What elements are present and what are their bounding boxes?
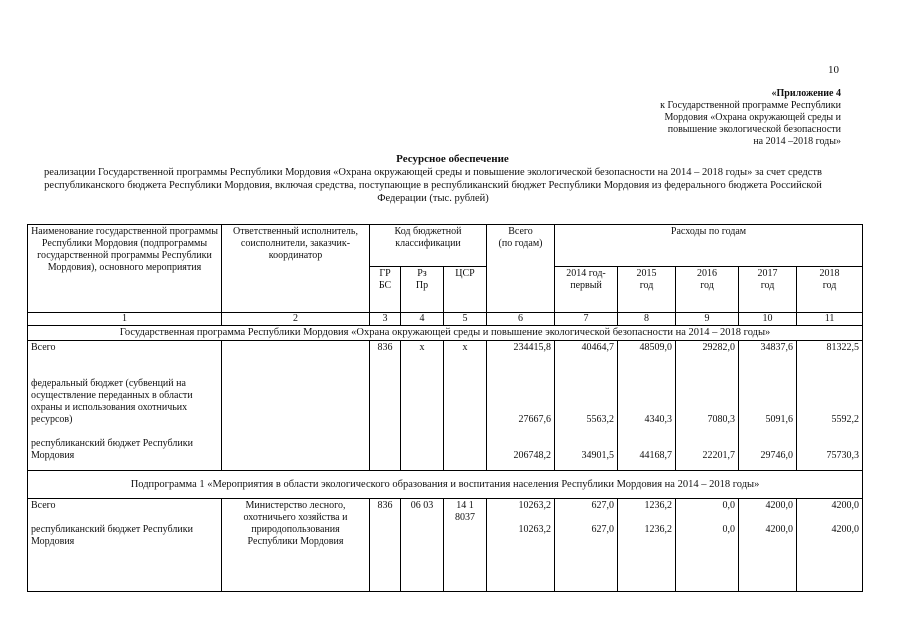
row-names: Всего федеральный бюджет (субвенций на осуществление переданных в области охраны и использования охотничьих ресурсов) республиканский бюджет Республики Мордовия — [28, 341, 222, 471]
page-number: 10 — [828, 64, 839, 76]
table-row — [28, 499, 863, 592]
header-grbs: ГР БС — [370, 267, 401, 313]
appendix-note — [591, 88, 841, 148]
header-year-2016: 2016 год — [676, 267, 739, 313]
row-2016: 0,0 0,0 — [676, 499, 739, 592]
row-total: 234415,8 27667,6 206748,2 — [487, 341, 555, 471]
row-csr: 14 1 8037 — [444, 499, 487, 592]
header-year-2015: 2015 год — [618, 267, 676, 313]
column-number: 2 — [222, 313, 370, 326]
header-csr: ЦСР — [444, 267, 487, 313]
document-subtitle: реализации Государственной программы Республики Мордовия «Охрана окружающей среды и повышение экологической безопасности на 2014 – 2018 годы» за счет средств республиканского бюджета Республики Мордовия, включая средства, поступающие в республиканский бюджет Республики Мордовия из федерального бюджета Российской Федерации (тыс. рублей) — [44, 167, 822, 204]
document-title: Ресурсное обеспечение — [396, 153, 509, 165]
header-rzpr: Рз Пр — [401, 267, 444, 313]
row-rzpr: 06 03 — [401, 499, 444, 592]
column-number: 10 — [739, 313, 797, 326]
appendix-line: Мордовия «Охрана окружающей среды и — [664, 112, 841, 123]
row-2014: 627,0 627,0 — [555, 499, 618, 592]
header-year-2018: 2018 год — [797, 267, 863, 313]
section-title-program: Государственная программа Республики Мордовия «Охрана окружающей среды и повышение экологической безопасности на 2014 – 2018 годы» — [28, 326, 863, 341]
row-grbs: 836 — [370, 341, 401, 471]
row-csr: х — [444, 341, 487, 471]
row-2016: 29282,0 7080,3 22201,7 — [676, 341, 739, 471]
row-2018: 81322,5 5592,2 75730,3 — [797, 341, 863, 471]
column-numbers-row — [28, 313, 863, 326]
header-year-2017: 2017 год — [739, 267, 797, 313]
header-executor: Ответственный исполнитель, соисполнители, заказчик-координатор — [222, 225, 370, 313]
row-grbs: 836 — [370, 499, 401, 592]
row-2017: 34837,6 5091,6 29746,0 — [739, 341, 797, 471]
column-number: 1 — [28, 313, 222, 326]
column-number: 5 — [444, 313, 487, 326]
column-number: 6 — [487, 313, 555, 326]
column-number: 9 — [676, 313, 739, 326]
appendix-line: к Государственной программе Республики — [660, 100, 841, 111]
row-total: 10263,2 10263,2 — [487, 499, 555, 592]
row-executor: Министерство лесного, охотничьего хозяйства и природопользования Республики Мордовия — [222, 499, 370, 592]
column-number: 8 — [618, 313, 676, 326]
appendix-line: на 2014 –2018 годы» — [753, 136, 841, 147]
row-executor — [222, 341, 370, 471]
header-budget-code: Код бюджетной классификации — [370, 225, 487, 267]
row-2015: 48509,0 4340,3 44168,7 — [618, 341, 676, 471]
header-name: Наименование государственной программы Республики Мордовия (подпрограммы государственной программы Республики Мордовия), основного мероприятия — [28, 225, 222, 313]
header-expenses: Расходы по годам — [555, 225, 863, 267]
column-number: 4 — [401, 313, 444, 326]
row-2018: 4200,0 4200,0 — [797, 499, 863, 592]
header-total: Всего (по годам) — [487, 225, 555, 313]
row-2014: 40464,7 5563,2 34901,5 — [555, 341, 618, 471]
column-number: 7 — [555, 313, 618, 326]
header-year-2014: 2014 год- первый — [555, 267, 618, 313]
section-title-subprogram: Подпрограмма 1 «Мероприятия в области экологического образования и воспитания населения Республики Мордовия на 2014 – 2018 годы» — [28, 471, 863, 499]
table-row — [28, 341, 863, 471]
row-2015: 1236,2 1236,2 — [618, 499, 676, 592]
appendix-title: «Приложение 4 — [771, 88, 841, 99]
column-number: 3 — [370, 313, 401, 326]
column-number: 11 — [797, 313, 863, 326]
row-names: Всего республиканский бюджет Республики Мордовия — [28, 499, 222, 592]
resource-table — [27, 224, 863, 592]
appendix-line: повышение экологической безопасности — [667, 124, 841, 135]
row-rzpr: х — [401, 341, 444, 471]
row-2017: 4200,0 4200,0 — [739, 499, 797, 592]
